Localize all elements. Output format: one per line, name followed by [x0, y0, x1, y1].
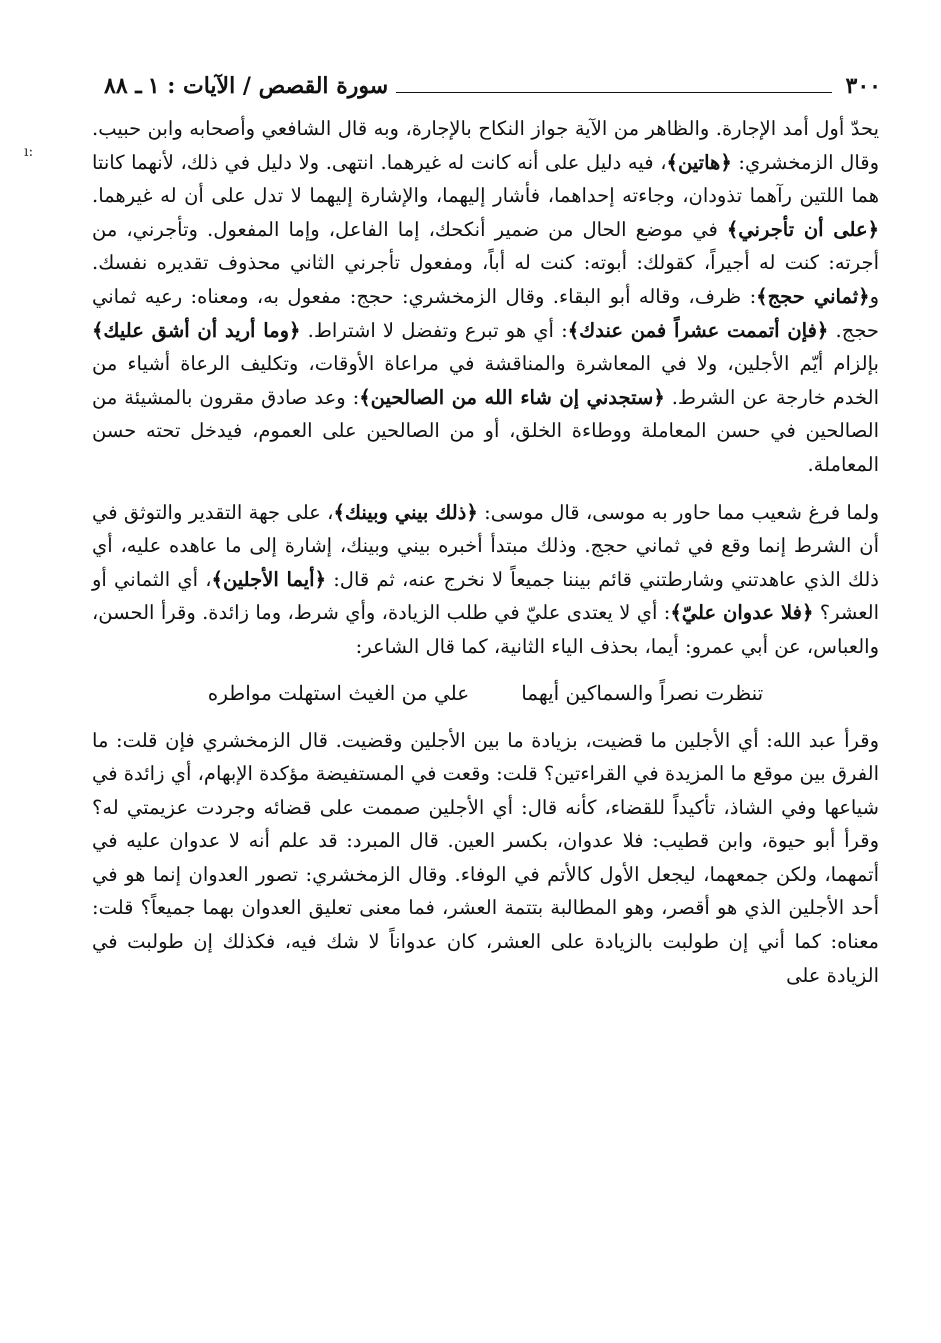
margin-mark: ı: [24, 144, 34, 160]
commentary-body [92, 112, 879, 992]
quran-quote: ﴿ثماني حجج﴾ [756, 284, 870, 308]
commentary-text: : وعد صادق مقرون بالمشيئة من الصالحين في حسن المعاملة ووطاءة الخلق، أو من الصالحين على العموم، فيدخل تحته حسن المعاملة. [92, 385, 879, 476]
commentary-text: في موضع الحال من ضمير أنكحك، إما الفاعل، وإما المفعول. وتأجرني، من أجرته: كنت له أجيراً، كقولك: أبوته: كنت له أباً، ومفعول تأجرني الثاني محذوف تقديره نفسك. و [92, 217, 879, 308]
quran-quote: ﴿فلا عدوان عليّ﴾ [670, 601, 814, 625]
commentary-text: ، على جهة التقدير والتوثق في أن الشرط إنما وقع في ثماني حجج. وذلك مبتدأ أخبره بيني وبينك، إشارة إلى ما عاهده عليه، أي ذلك الذي عاهدتني وشارطتني قائم بيننا جميعاً لا نخرج عنه، ثم قال: [92, 500, 879, 591]
quran-quote: ﴿على أن تأجرني﴾ [726, 217, 879, 241]
paragraph [92, 112, 879, 482]
commentary-text: : أي هو تبرع وتفضل لا اشتراط. [300, 318, 568, 342]
quran-quote: ﴿وما أريد أن أشق عليك﴾ [92, 318, 301, 342]
quran-quote: ﴿أيما الأجلين﴾ [211, 567, 327, 591]
running-header [104, 68, 881, 104]
commentary-text: ، فيه دليل على أنه كانت له غيرهما. انتهى. ولا دليل في ذلك، لأنهما كانتا هما اللتين رآهما تذودان، وجاءته إحداهما، فأشار إليهما، والإشارة إليهما لا تدل على أن له غيرهما. [92, 150, 879, 208]
quran-quote: ﴿ستجدني إن شاء الله من الصالحين﴾ [359, 385, 665, 409]
quran-quote: ﴿ذلك بيني وبينك﴾ [333, 500, 478, 524]
ayah-range-end: ـ ٨٨ [104, 73, 142, 99]
commentary-text: يحدّ أول أمد الإجارة. والظاهر من الآية جواز النكاح بالإجارة، وبه قال الشافعي وأصحابه وابن حبيب. وقال الزمخشري: [92, 117, 880, 174]
page-number: ٣٠٠ [845, 73, 881, 99]
commentary-text: بإلزام أيّم الأجلين، ولا في المعاشرة والمناقشة في مراعاة الأوقات، وتكليف الرعاة أشياء من الخدم خارجة عن الشرط. [92, 352, 879, 409]
quran-quote: ﴿فإن أتممت عشراً فمن عندك﴾ [567, 318, 829, 342]
verse-first-hemistich: تنظرت نصراً والسماكين أيهما [521, 680, 764, 705]
commentary-text: : ظرف، وقاله أبو البقاء. وقال الزمخشري: حجج: مفعول به، ومعناه: رعيه ثماني حجج. [92, 284, 879, 342]
commentary-text: : أي لا يعتدى عليّ في طلب الزيادة، وأي شرط، وما زائدة. وقرأ الحسن، والعباس، عن أبي عمرو: أيما، بحذف الياء الثانية، كما قال الشاعر: [92, 601, 879, 658]
commentary-text: ولما فرغ شعيب مما حاور به موسى، قال موسى: [477, 500, 880, 524]
surah-title: سورة القصص / الآيات : ١ [147, 73, 389, 99]
paragraph [92, 496, 879, 664]
verse-second-hemistich: علي من الغيث استهلت مواطره [207, 680, 470, 705]
commentary-text: وقرأ عبد الله: أي الأجلين ما قضيت، بزيادة ما بين الأجلين وقضيت. قال الزمخشري فإن قلت: ما الفرق بين موقع ما المزيدة في القراءتين؟ قلت: وقعت في المستفيضة مؤكدة الإبهام، أي زائدة في شياعها وفي الشاذ، تأكيداً للقضاء، كأنه قال: أي الأجلين صممت على قضائه وجردت عزيمتي له؟ وقرأ أبو حيوة، وابن قطيب: فلا عدوان، بكسر العين. قال المبرد: قد علم أنه لا عدوان عليه في أتمهما، ولكن جمعهما، ليجعل الأول كالأتم في الوفاء. وقال الزمخشري: تصور العدوان إنما هو في أحد الأجلين الذي هو أقصر، وهو المطالبة بتتمة العشر، فما معنى تعليق العدوان بهما جميعاً؟ قلت: معناه: كما أني إن طولبت بالزيادة على العشر، كان عدواناً لا شك فيه، فكذلك إن طولبت في الزيادة على [92, 728, 879, 987]
paragraph [92, 724, 879, 993]
header-rule [396, 92, 831, 93]
commentary-text: ، أي الثماني أو العشر؟ [92, 567, 879, 625]
poetry-verse [92, 676, 879, 710]
quran-quote: ﴿هاتين﴾ [666, 150, 732, 174]
